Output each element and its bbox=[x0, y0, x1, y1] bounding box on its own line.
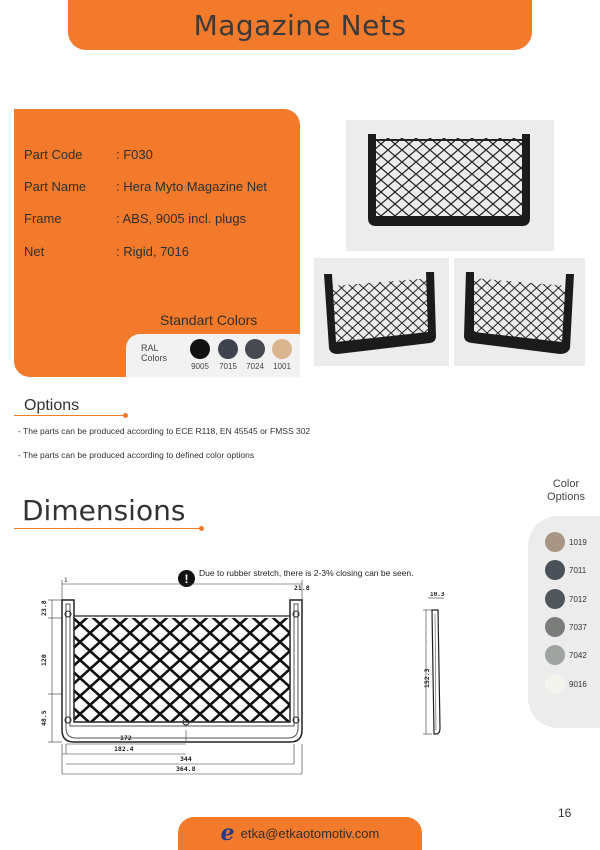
color-option-swatch[interactable] bbox=[545, 617, 565, 637]
dim-label: 344 bbox=[180, 755, 192, 763]
stretch-note-text: Due to rubber stretch, there is 2-3% closing can be seen. bbox=[199, 567, 414, 578]
spec-part-code: Part Code : F030 bbox=[24, 147, 153, 162]
option-item: - The parts can be produced according to ECE R118, EN 45545 or FMSS 302 bbox=[18, 426, 311, 436]
color-option-label: 7011 bbox=[569, 566, 587, 575]
title-banner bbox=[68, 0, 532, 50]
ral-swatch-label: 9005 bbox=[191, 362, 209, 371]
product-photo-left bbox=[314, 258, 449, 366]
dim-label: 10.3 bbox=[430, 592, 445, 598]
ral-swatch[interactable] bbox=[190, 339, 210, 359]
spec-part-name: Part Name : Hera Myto Magazine Net bbox=[24, 179, 268, 194]
ral-colors-box bbox=[126, 334, 300, 377]
color-option-label: 7042 bbox=[569, 651, 587, 660]
options-underline-dot bbox=[123, 413, 128, 418]
footer-contact-bar bbox=[178, 817, 422, 850]
dim-label: 1 bbox=[64, 577, 68, 584]
color-option-label: 7012 bbox=[569, 595, 587, 604]
company-logo: e bbox=[220, 819, 235, 846]
color-option-label: 9016 bbox=[569, 680, 587, 689]
dim-label: 23.8 bbox=[40, 600, 48, 616]
product-info-card bbox=[14, 109, 300, 377]
dim-label: 152.3 bbox=[423, 668, 431, 688]
contact-email[interactable]: etka@etkaotomotiv.com bbox=[240, 826, 380, 841]
ral-swatch[interactable] bbox=[218, 339, 238, 359]
dim-label: 182.4 bbox=[114, 745, 134, 753]
ral-swatch[interactable] bbox=[245, 339, 265, 359]
dim-label: 120 bbox=[40, 654, 48, 666]
net-front-illustration bbox=[346, 120, 554, 251]
option-item: - The parts can be produced according to defined color options bbox=[18, 450, 255, 460]
page-title: Magazine Nets bbox=[193, 8, 407, 42]
front-dimension-drawing bbox=[30, 570, 330, 780]
color-option-swatch[interactable] bbox=[545, 674, 565, 694]
color-option-swatch[interactable] bbox=[545, 560, 565, 580]
color-option-label: 1019 bbox=[569, 538, 587, 547]
spec-net: Net : Rigid, 7016 bbox=[24, 244, 189, 259]
dim-label: 364.8 bbox=[176, 765, 196, 773]
color-option-swatch[interactable] bbox=[545, 645, 565, 665]
color-option-swatch[interactable] bbox=[545, 532, 565, 552]
ral-swatch[interactable] bbox=[272, 339, 292, 359]
standard-colors-title: Standart Colors bbox=[160, 312, 258, 328]
ral-label: RAL Colors bbox=[141, 343, 168, 363]
color-option-label: 7037 bbox=[569, 623, 587, 632]
side-dimension-drawing bbox=[418, 592, 458, 742]
spec-frame: Frame : ABS, 9005 incl. plugs bbox=[24, 211, 247, 226]
product-photo-right bbox=[454, 258, 585, 366]
ral-swatch-label: 7015 bbox=[219, 362, 237, 371]
color-options-title: Color Options bbox=[547, 478, 585, 503]
page-number: 16 bbox=[558, 806, 572, 820]
ral-swatch-label: 1001 bbox=[273, 362, 291, 371]
net-left-illustration bbox=[314, 258, 449, 366]
warning-icon: ! bbox=[178, 570, 195, 587]
dim-label: 21.8 bbox=[294, 584, 310, 592]
net-right-illustration bbox=[454, 258, 585, 366]
dim-label: 172 bbox=[120, 734, 132, 742]
dimensions-title: Dimensions bbox=[22, 494, 186, 527]
dim-label: 48.5 bbox=[40, 710, 48, 726]
options-underline bbox=[14, 415, 126, 416]
options-title: Options bbox=[24, 397, 80, 414]
color-options-panel bbox=[528, 516, 600, 728]
color-option-swatch[interactable] bbox=[545, 589, 565, 609]
dimensions-underline bbox=[14, 528, 202, 529]
product-photo-front bbox=[346, 120, 554, 251]
ral-swatch-label: 7024 bbox=[246, 362, 264, 371]
dimensions-underline-dot bbox=[199, 526, 204, 531]
